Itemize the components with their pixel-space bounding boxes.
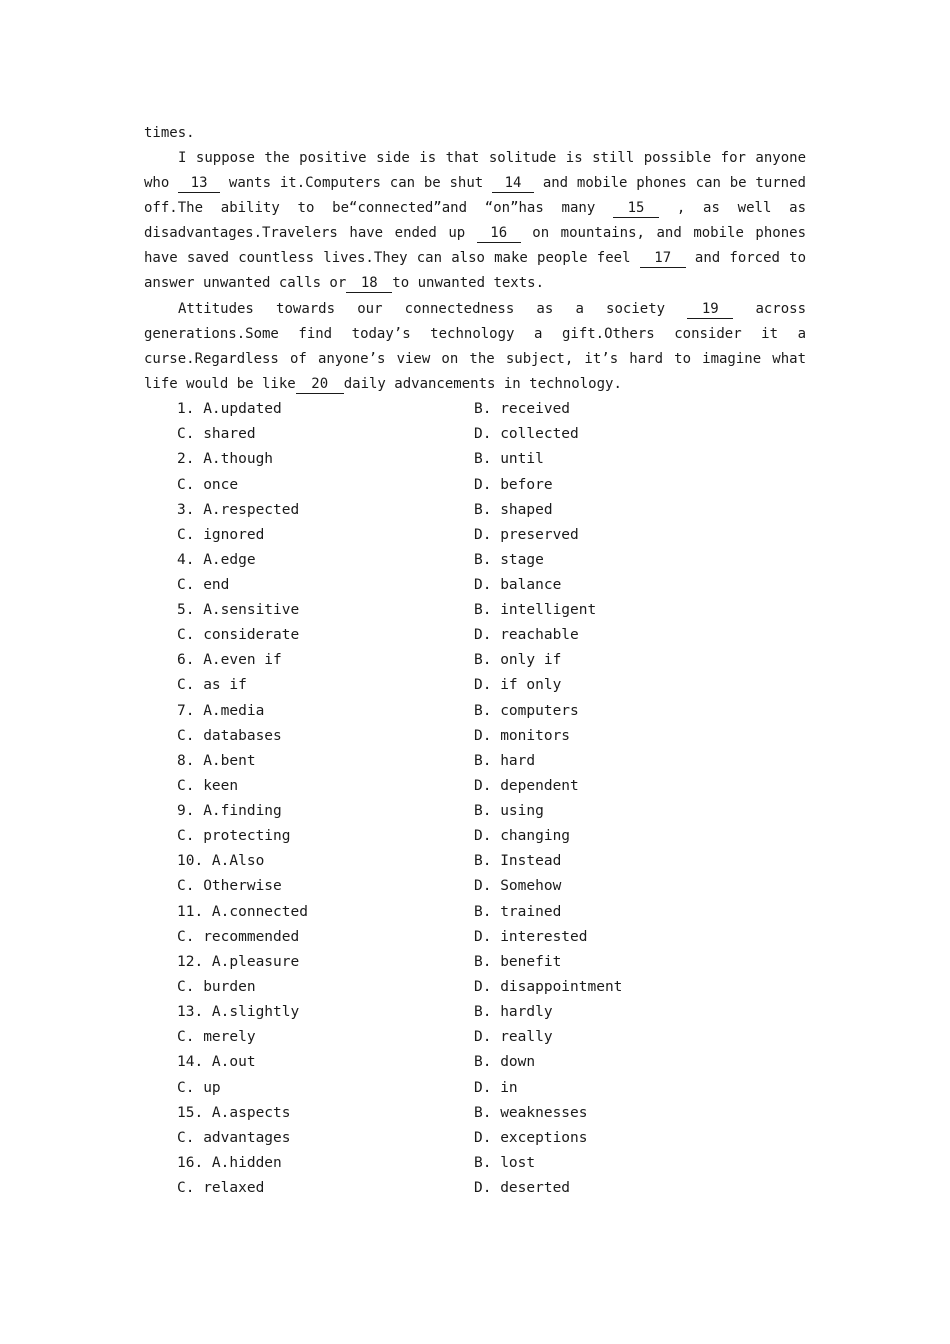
- passage-text: disadvantages.Travelers have ended up: [144, 225, 477, 241]
- question-6-option-a: 6. A.even if: [177, 652, 282, 668]
- question-1-option-c: C. shared: [177, 426, 256, 442]
- question-13-option-a: 13. A.slightly: [177, 1004, 300, 1020]
- question-16-option-d: D. deserted: [474, 1180, 571, 1196]
- question-9-option-a: 9. A.finding: [177, 803, 282, 819]
- passage-text: across: [755, 301, 807, 317]
- question-3-option-c: C. ignored: [177, 527, 265, 543]
- passage-text: daily advancements in technology.: [343, 376, 622, 392]
- question-5-option-a: 5. A.sensitive: [177, 602, 300, 618]
- question-8-option-a: 8. A.bent: [177, 753, 256, 769]
- passage-line-2: [178, 147, 806, 169]
- question-3-option-d: D. preserved: [474, 527, 579, 543]
- question-16-option-a: 16. A.hidden: [177, 1155, 282, 1171]
- question-2-option-b: B. until: [474, 451, 544, 467]
- blank-16: 16: [477, 224, 521, 243]
- question-11-option-c: C. recommended: [177, 929, 300, 945]
- question-8-option-d: D. dependent: [474, 778, 579, 794]
- passage-text: and mobile phones can be turned: [542, 175, 806, 191]
- passage-line-1: [144, 122, 806, 144]
- passage-text: off.The ability to be“connected”and “on”has many: [144, 200, 596, 216]
- question-13-option-c: C. merely: [177, 1029, 256, 1045]
- question-11-option-b: B. trained: [474, 904, 562, 920]
- passage-text: wants it.Computers can be shut: [228, 175, 484, 191]
- question-5-option-c: C. considerate: [177, 627, 300, 643]
- question-2-option-d: D. before: [474, 477, 553, 493]
- question-12-option-b: B. benefit: [474, 954, 562, 970]
- question-12-option-c: C. burden: [177, 979, 256, 995]
- blank-13: 13: [178, 174, 220, 193]
- question-15-option-b: B. weaknesses: [474, 1105, 588, 1121]
- passage-text: answer unwanted calls or: [144, 275, 347, 291]
- question-9-option-c: C. protecting: [177, 828, 291, 844]
- question-12-option-a: 12. A.pleasure: [177, 954, 300, 970]
- passage-text: curse.Regardless of anyone’s view on the subject, it’s hard to imagine what: [144, 351, 806, 367]
- question-13-option-b: B. hardly: [474, 1004, 553, 1020]
- passage-text: who: [144, 175, 170, 191]
- question-14-option-a: 14. A.out: [177, 1054, 256, 1070]
- question-10-option-c: C. Otherwise: [177, 878, 282, 894]
- question-15-option-d: D. exceptions: [474, 1130, 588, 1146]
- question-14-option-c: C. up: [177, 1080, 221, 1096]
- passage-line-6: [144, 247, 806, 269]
- question-15-option-c: C. advantages: [177, 1130, 291, 1146]
- question-15-option-a: 15. A.aspects: [177, 1105, 291, 1121]
- passage-line-8: [178, 298, 806, 320]
- question-7-option-d: D. monitors: [474, 728, 571, 744]
- passage-text: on mountains, and mobile phones: [532, 225, 807, 241]
- question-8-option-c: C. keen: [177, 778, 239, 794]
- question-10-option-a: 10. A.Also: [177, 853, 265, 869]
- question-16-option-c: C. relaxed: [177, 1180, 265, 1196]
- passage-line-9: [144, 323, 806, 345]
- question-6-option-b: B. only if: [474, 652, 562, 668]
- passage-line-10: [144, 348, 806, 370]
- passage-text: , as well as: [676, 200, 807, 216]
- question-14-option-d: D. in: [474, 1080, 518, 1096]
- passage-line-11: [144, 373, 806, 395]
- passage-text: generations.Some find today’s technology a gift.Others consider it a: [144, 326, 806, 342]
- question-16-option-b: B. lost: [474, 1155, 536, 1171]
- passage-text: to unwanted texts.: [392, 275, 545, 291]
- passage-text: times.: [144, 125, 195, 141]
- passage-text: I suppose the positive side is that solitude is still possible for anyone: [178, 150, 806, 166]
- question-4-option-c: C. end: [177, 577, 230, 593]
- question-1-option-d: D. collected: [474, 426, 579, 442]
- question-14-option-b: B. down: [474, 1054, 536, 1070]
- question-11-option-a: 11. A.connected: [177, 904, 308, 920]
- question-10-option-d: D. Somehow: [474, 878, 562, 894]
- blank-19: 19: [687, 300, 733, 319]
- question-9-option-b: B. using: [474, 803, 544, 819]
- question-5-option-b: B. intelligent: [474, 602, 597, 618]
- passage-text: and forced to: [694, 250, 807, 266]
- question-10-option-b: B. Instead: [474, 853, 562, 869]
- question-4-option-d: D. balance: [474, 577, 562, 593]
- question-6-option-c: C. as if: [177, 677, 247, 693]
- question-1-option-a: 1. A.updated: [177, 401, 282, 417]
- question-4-option-a: 4. A.edge: [177, 552, 256, 568]
- blank-15: 15: [613, 199, 659, 218]
- question-11-option-d: D. interested: [474, 929, 588, 945]
- passage-line-3: [144, 172, 806, 194]
- question-13-option-d: D. really: [474, 1029, 553, 1045]
- passage-line-5: [144, 222, 806, 244]
- question-8-option-b: B. hard: [474, 753, 536, 769]
- blank-17: 17: [640, 249, 686, 268]
- question-7-option-b: B. computers: [474, 703, 579, 719]
- blank-20: 20: [296, 375, 344, 394]
- passage-text: have saved countless lives.They can also make people feel: [144, 250, 631, 266]
- question-2-option-c: C. once: [177, 477, 239, 493]
- question-2-option-a: 2. A.though: [177, 451, 274, 467]
- question-7-option-c: C. databases: [177, 728, 282, 744]
- question-7-option-a: 7. A.media: [177, 703, 265, 719]
- question-12-option-d: D. disappointment: [474, 979, 623, 995]
- blank-18: 18: [346, 274, 392, 293]
- passage-text: life would be like: [144, 376, 296, 392]
- question-3-option-b: B. shaped: [474, 502, 553, 518]
- question-9-option-d: D. changing: [474, 828, 571, 844]
- question-4-option-b: B. stage: [474, 552, 544, 568]
- passage-text: Attitudes towards our connectedness as a society: [178, 301, 666, 317]
- question-5-option-d: D. reachable: [474, 627, 579, 643]
- blank-14: 14: [492, 174, 534, 193]
- question-3-option-a: 3. A.respected: [177, 502, 300, 518]
- question-1-option-b: B. received: [474, 401, 571, 417]
- passage-line-7: [144, 272, 806, 294]
- question-6-option-d: D. if only: [474, 677, 562, 693]
- passage-line-4: [144, 197, 806, 219]
